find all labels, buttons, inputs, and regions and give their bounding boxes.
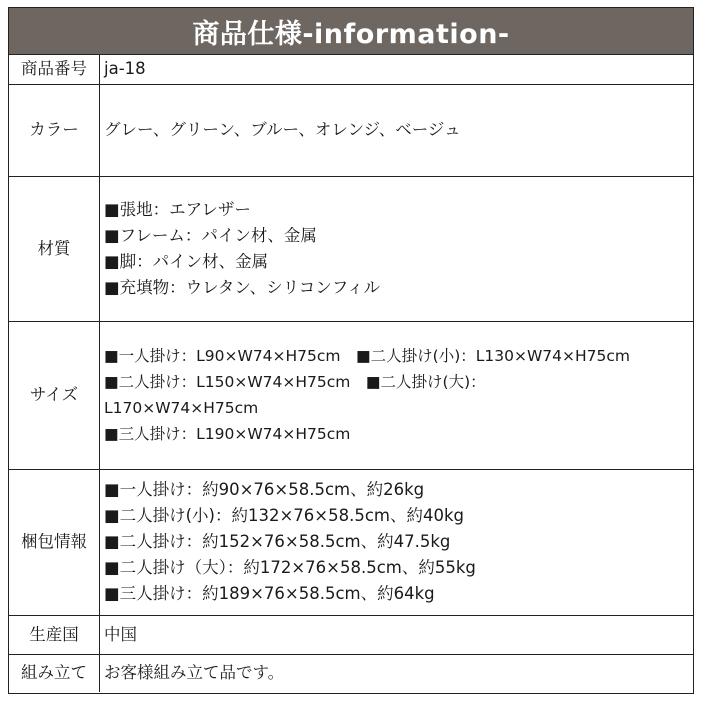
- row-value: [100, 321, 694, 469]
- row-value: [100, 469, 694, 615]
- size-line: ■三人掛け：L190×W74×H75cm: [104, 425, 351, 443]
- row-value: ja-18: [100, 55, 694, 84]
- spec-row-material: [9, 176, 693, 321]
- size-line: L170×W74×H75cm: [104, 399, 259, 417]
- material-line: ■充填物：ウレタン、シリコンフィル: [104, 277, 380, 297]
- packing-line: ■二人掛け（大）：約172×76×58.5cm、約55kg: [104, 558, 476, 577]
- row-label: 商品番号: [9, 55, 100, 84]
- material-line: ■脚：パイン材、金属: [104, 251, 269, 271]
- row-label: サイズ: [9, 321, 100, 469]
- size-line: ■一人掛け：L90×W74×H75cm ■二人掛け(小)：L130×W74×H75cm: [104, 347, 631, 365]
- packing-line: ■二人掛け：約152×76×58.5cm、約47.5kg: [104, 532, 451, 551]
- spec-row-origin: [9, 615, 693, 654]
- row-label: カラー: [9, 84, 100, 176]
- spec-row-packing: [9, 469, 693, 615]
- spec-row-size: [9, 321, 693, 469]
- row-value: [100, 176, 694, 321]
- packing-line: ■三人掛け：約189×76×58.5cm、約64kg: [104, 584, 435, 603]
- material-line: ■フレーム：パイン材、金属: [104, 225, 317, 245]
- spec-row-color: [9, 84, 693, 176]
- size-line: ■二人掛け：L150×W74×H75cm ■二人掛け(大)：: [104, 373, 486, 391]
- spec-table: [9, 55, 693, 692]
- row-label: 材質: [9, 176, 100, 321]
- spec-row-product-no: [9, 55, 693, 84]
- spec-sheet: [8, 7, 694, 694]
- row-value: お客様組み立て品です。: [100, 654, 694, 692]
- page-title: 商品仕様-information-: [9, 8, 693, 55]
- row-value: 中国: [100, 615, 694, 654]
- material-line: ■張地：エアレザー: [104, 199, 251, 219]
- spec-row-assembly: [9, 654, 693, 692]
- row-label: 梱包情報: [9, 469, 100, 615]
- row-value: グレー、グリーン、ブルー、オレンジ、ベージュ: [100, 84, 694, 176]
- packing-line: ■一人掛け：約90×76×58.5cm、約26kg: [104, 480, 425, 499]
- row-label: 組み立て: [9, 654, 100, 692]
- row-label: 生産国: [9, 615, 100, 654]
- packing-line: ■二人掛け(小)：約132×76×58.5cm、約40kg: [104, 506, 465, 525]
